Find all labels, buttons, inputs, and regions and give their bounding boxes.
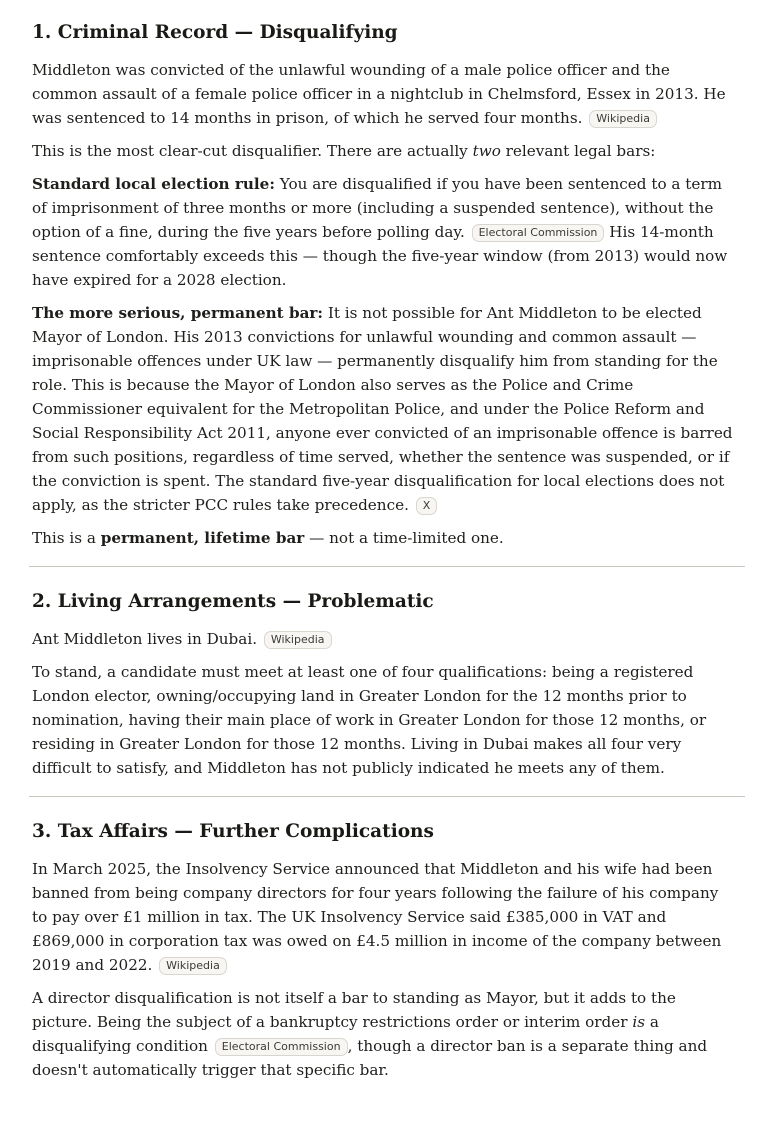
citation-chip[interactable]: Wikipedia: [264, 631, 332, 649]
section-heading: 2. Living Arrangements — Problematic: [32, 591, 434, 612]
paragraph-text: a disqualifying condition: [32, 1013, 659, 1055]
section-tax-affairs: [32, 819, 737, 1082]
section-divider: [29, 566, 745, 567]
paragraph-text: relevant legal bars:: [500, 142, 656, 160]
bold-lead: Standard local election rule:: [32, 175, 275, 193]
section-heading: 1. Criminal Record — Disqualifying: [32, 22, 398, 43]
paragraph: [32, 857, 737, 977]
paragraph: [32, 301, 737, 517]
paragraph: [32, 58, 737, 130]
citation-chip[interactable]: Wikipedia: [589, 110, 657, 128]
paragraph-text: — not a time-limited one.: [304, 529, 504, 547]
citation-chip[interactable]: Electoral Commission: [472, 224, 605, 242]
paragraph-text: This is the most clear-cut disqualifier. There are actually: [32, 142, 473, 160]
paragraph: [32, 986, 737, 1082]
paragraph: [32, 526, 737, 550]
paragraph: [32, 172, 737, 292]
paragraph-text: Middleton was convicted of the unlawful wounding of a male police officer and the common assault of a female police officer in a nightclub in Chelmsford, Essex in 2013. He was sentenced to 14 months in prison, of which he served four months.: [32, 61, 726, 127]
paragraph-text: Ant Middleton lives in Dubai.: [32, 630, 258, 648]
paragraph: [32, 139, 737, 163]
emphasis-text: is: [632, 1013, 645, 1031]
section-divider: [29, 796, 745, 797]
citation-chip[interactable]: X: [416, 497, 438, 515]
paragraph-text: You are disqualified if you have been sentenced to a term of imprisonment of three months or more (including a suspended sentence), without the option of a fine, during the five years before polling day.: [32, 175, 723, 241]
citation-chip[interactable]: Wikipedia: [159, 957, 227, 975]
citation-chip[interactable]: Electoral Commission: [215, 1038, 348, 1056]
section-living-arrangements: [32, 589, 737, 780]
bold-text: permanent, lifetime bar: [100, 529, 305, 547]
paragraph-text: In March 2025, the Insolvency Service announced that Middleton and his wife had been banned from being company directors for four years following the failure of his company to pay over £1 million in tax. The UK Insolvency Service said £385,000 in VAT and £869,000 in corporation tax was owed on £4.5 million in income of the company between 2019 and 2022.: [32, 860, 722, 974]
paragraph-text: A director disqualification is not itself a bar to standing as Mayor, but it adds to the picture. Being the subject of a bankruptcy restrictions order or interim order: [32, 989, 676, 1031]
bold-lead: The more serious, permanent bar:: [32, 304, 324, 322]
section-criminal-record: [32, 20, 737, 550]
paragraph-text: It is not possible for Ant Middleton to be elected Mayor of London. His 2013 convictions for unlawful wounding and common assault — imprisonable offences under UK law — permanently disqualify him from standing for the role. This is because the Mayor of London also serves as the Police and Crime Commissioner equivalent for the Metropolitan Police, and under the Police Reform and Social Responsibility Act 2011, anyone ever convicted of an imprisonable offence is barred from such positions, regardless of time served, whether the sentence was suspended, or if the conviction is spent. The standard five-year disqualification for local elections does not apply, as the stricter PCC rules take precedence.: [32, 304, 733, 514]
section-heading: 3. Tax Affairs — Further Complications: [32, 821, 434, 842]
paragraph-text: His 14-month sentence comfortably exceeds this — though the five-year window (from 2013) would now have expired for a 2028 election.: [32, 223, 728, 289]
paragraph-text: , though a director ban is a separate thing and doesn't automatically trigger that specific bar.: [32, 1037, 708, 1079]
emphasis-text: two: [472, 142, 501, 160]
paragraph-text: This is a: [32, 529, 101, 547]
paragraph: To stand, a candidate must meet at least one of four qualifications: being a registered London elector, owning/occupying land in Greater London for the 12 months prior to nomination, having their main place of work in Greater London for those 12 months, or residing in Greater London for those 12 months. Living in Dubai makes all four very difficult to satisfy, and Middleton has not publicly indicated he meets any of them.: [32, 663, 707, 777]
paragraph: [32, 627, 737, 651]
